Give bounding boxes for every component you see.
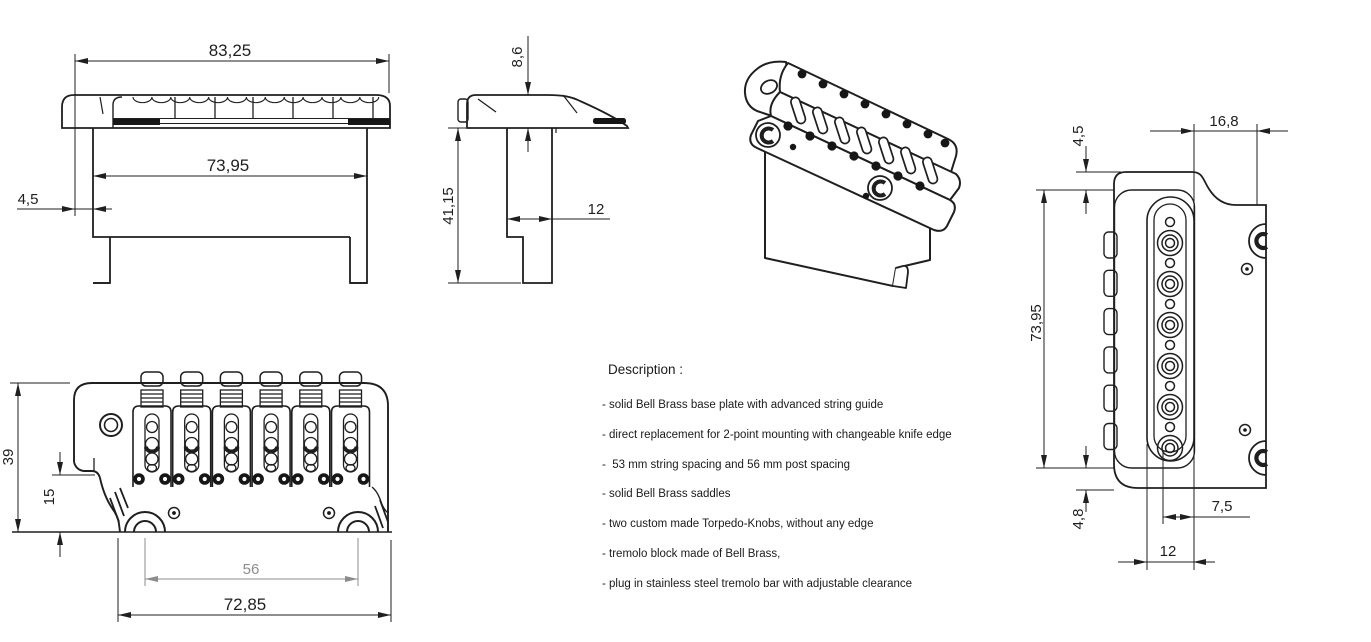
dim-hole-offset-label: 7,5: [1211, 498, 1233, 515]
dim-edge-offset-label: 4,5: [1069, 125, 1087, 147]
dim-top-height-label: 8,6: [508, 46, 526, 68]
dim-length-label: 73,95: [1027, 304, 1045, 342]
side-view-dimensions: [448, 36, 610, 283]
dim-slot-width-label: 12: [1159, 543, 1177, 560]
assembled-view-dimensions: [10, 383, 392, 622]
isometric-view: [745, 62, 960, 288]
assembled-view: [74, 372, 388, 532]
dim-right-width-label: 16,8: [1209, 113, 1239, 130]
plan-view: [1104, 172, 1267, 488]
plan-view-dimensions: [1036, 124, 1288, 570]
description-item: - 53 mm string spacing and 56 mm post spacing: [602, 458, 851, 471]
description-item: - two custom made Torpedo-Knobs, without any edge: [602, 518, 874, 531]
dim-overhang-label: 4,5: [17, 191, 39, 208]
dim-overall-width-label: 83,25: [208, 41, 252, 60]
description-item: - tremolo block made of Bell Brass,: [602, 547, 781, 560]
description-item: - plug in stainless steel tremolo bar with adjustable clearance: [602, 577, 913, 590]
dim-base-height-label: 15: [40, 488, 58, 506]
dim-block-width-label: 12: [587, 201, 605, 218]
dim-total-height-label: 41,15: [439, 187, 457, 225]
description-item: - direct replacement for 2-point mounting with changeable knife edge: [602, 428, 952, 441]
dim-bottom-offset-label: 4,8: [1069, 508, 1087, 530]
description-block: [602, 362, 954, 608]
saddle-internals: [145, 414, 358, 472]
dim-width-label: 72,85: [223, 595, 267, 614]
dim-inner-width-label: 73,95: [206, 156, 250, 175]
saddle-screws: [133, 473, 369, 485]
dim-height-label: 39: [0, 448, 17, 466]
front-view-dimensions: [17, 54, 389, 216]
description-title: Description :: [608, 362, 684, 377]
description-item: - solid Bell Brass base plate with advanced string guide: [602, 399, 884, 411]
side-view: [458, 95, 628, 283]
saddle-springs: [141, 390, 362, 407]
dim-post-spacing-label: 56: [242, 561, 260, 578]
front-view: [62, 95, 390, 283]
description-item: - solid Bell Brass saddles: [602, 488, 731, 501]
